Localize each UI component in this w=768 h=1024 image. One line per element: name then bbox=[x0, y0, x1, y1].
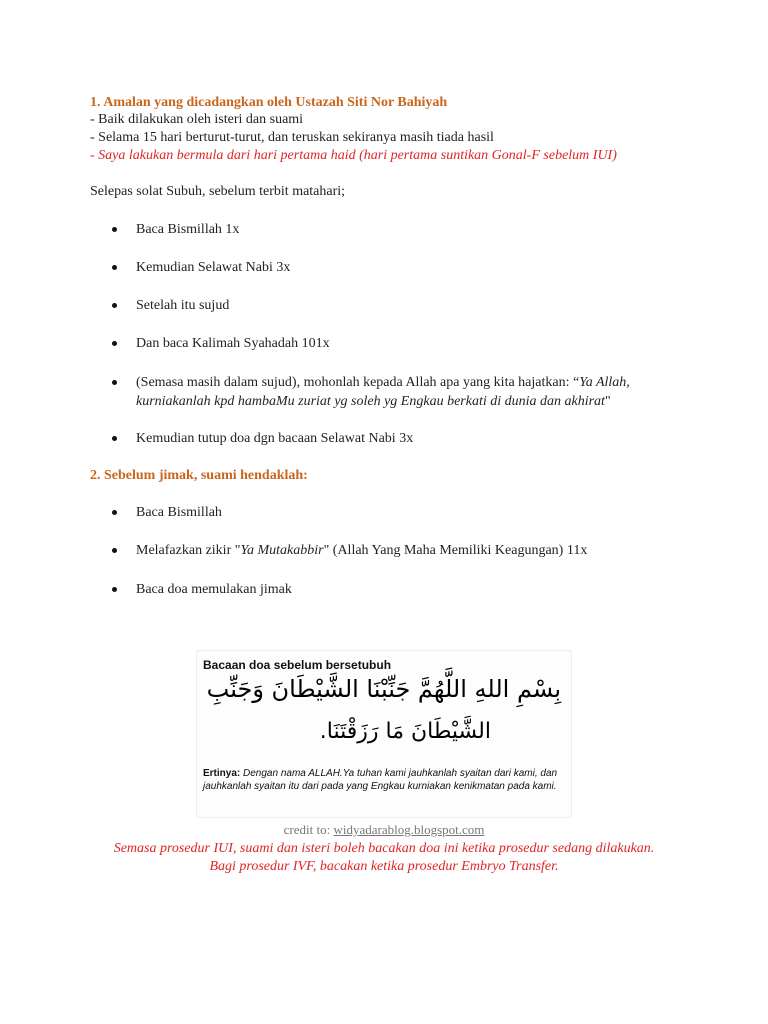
credit-line bbox=[0, 822, 768, 838]
bullet-dot bbox=[112, 436, 117, 441]
arabic-line-2: الشَّيْطَانَ مَا رَزَقْتَنَا. bbox=[319, 719, 491, 744]
doa-image bbox=[196, 650, 572, 818]
bullet-dot bbox=[112, 548, 117, 553]
ertinya-text: Dengan nama ALLAH.Ya tuhan kami jauhkanlah syaitan dari kami, dan jauhkanlah syaitan itu dari pada yang Engkau kurniakan kenikmatan pada kami. bbox=[203, 768, 558, 792]
section1-line-1: - Baik dilakukan oleh isteri dan suami bbox=[90, 112, 304, 127]
list-item-prayer bbox=[136, 373, 696, 411]
figure-title: Bacaan doa sebelum bersetubuh bbox=[203, 658, 392, 672]
list-item: Setelah itu sujud bbox=[136, 298, 230, 313]
note-line-2: Bagi prosedur IVF, bacakan ketika prosedur Embryo Transfer. bbox=[209, 859, 559, 874]
bullet-dot bbox=[112, 265, 117, 270]
zikir-italic: Ya Mutakabbir bbox=[240, 543, 324, 558]
prayer-quote-b: kurniakanlah kpd hambaMu zuriat yg soleh yg Engkau berkati di dunia dan akhirat bbox=[136, 394, 605, 409]
section1-line-2: - Selama 15 hari berturut-turut, dan teruskan sekiranya masih tiada hasil bbox=[90, 130, 494, 145]
list-item-zikir bbox=[136, 541, 696, 560]
prayer-quote-a: Ya Allah, bbox=[579, 375, 630, 390]
prayer-prefix: (Semasa masih dalam sujud), mohonlah kepada Allah apa yang kita hajatkan: “ bbox=[136, 375, 580, 390]
section1-red-line: - Saya lakukan bermula dari hari pertama haid (hari pertama suntikan Gonal-F sebelum IUI) bbox=[90, 148, 617, 163]
section2-heading: 2. Sebelum jimak, suami hendaklah: bbox=[90, 468, 308, 483]
ertinya-label: Ertinya: bbox=[203, 768, 241, 779]
list-item: Baca Bismillah 1x bbox=[136, 222, 240, 237]
section1-intro: Selepas solat Subuh, sebelum terbit matahari; bbox=[90, 184, 346, 199]
zikir-prefix: Melafazkan zikir " bbox=[136, 543, 241, 558]
list-item: Kemudian tutup doa dgn bacaan Selawat Nabi 3x bbox=[136, 431, 414, 446]
bullet-dot bbox=[112, 303, 117, 308]
credit-link[interactable]: widyadarablog.blogspot.com bbox=[333, 822, 485, 837]
figure-translation bbox=[203, 767, 567, 793]
section1-heading: 1. Amalan yang dicadangkan oleh Ustazah Siti Nor Bahiyah bbox=[90, 95, 448, 110]
credit-prefix: credit to: bbox=[283, 822, 331, 837]
bullet-dot bbox=[112, 380, 117, 385]
arabic-line-1: بِسْمِ اللهِ اللَّهُمَّ جَنِّبْنَا الشَّيْطَانَ وَجَنِّبِ bbox=[206, 675, 561, 703]
prayer-suffix: " bbox=[604, 394, 611, 409]
zikir-suffix: " (Allah Yang Maha Memiliki Keagungan) 11x bbox=[323, 543, 588, 558]
list-item: Dan baca Kalimah Syahadah 101x bbox=[136, 336, 330, 351]
bullet-dot bbox=[112, 227, 117, 232]
list-item: Baca Bismillah bbox=[136, 505, 222, 520]
bullet-dot bbox=[112, 341, 117, 346]
list-item: Baca doa memulakan jimak bbox=[136, 582, 292, 597]
bullet-dot bbox=[112, 510, 117, 515]
bullet-dot bbox=[112, 587, 117, 592]
list-item: Kemudian Selawat Nabi 3x bbox=[136, 260, 291, 275]
note-line-1: Semasa prosedur IUI, suami dan isteri boleh bacakan doa ini ketika prosedur sedang dilakukan. bbox=[113, 841, 655, 856]
